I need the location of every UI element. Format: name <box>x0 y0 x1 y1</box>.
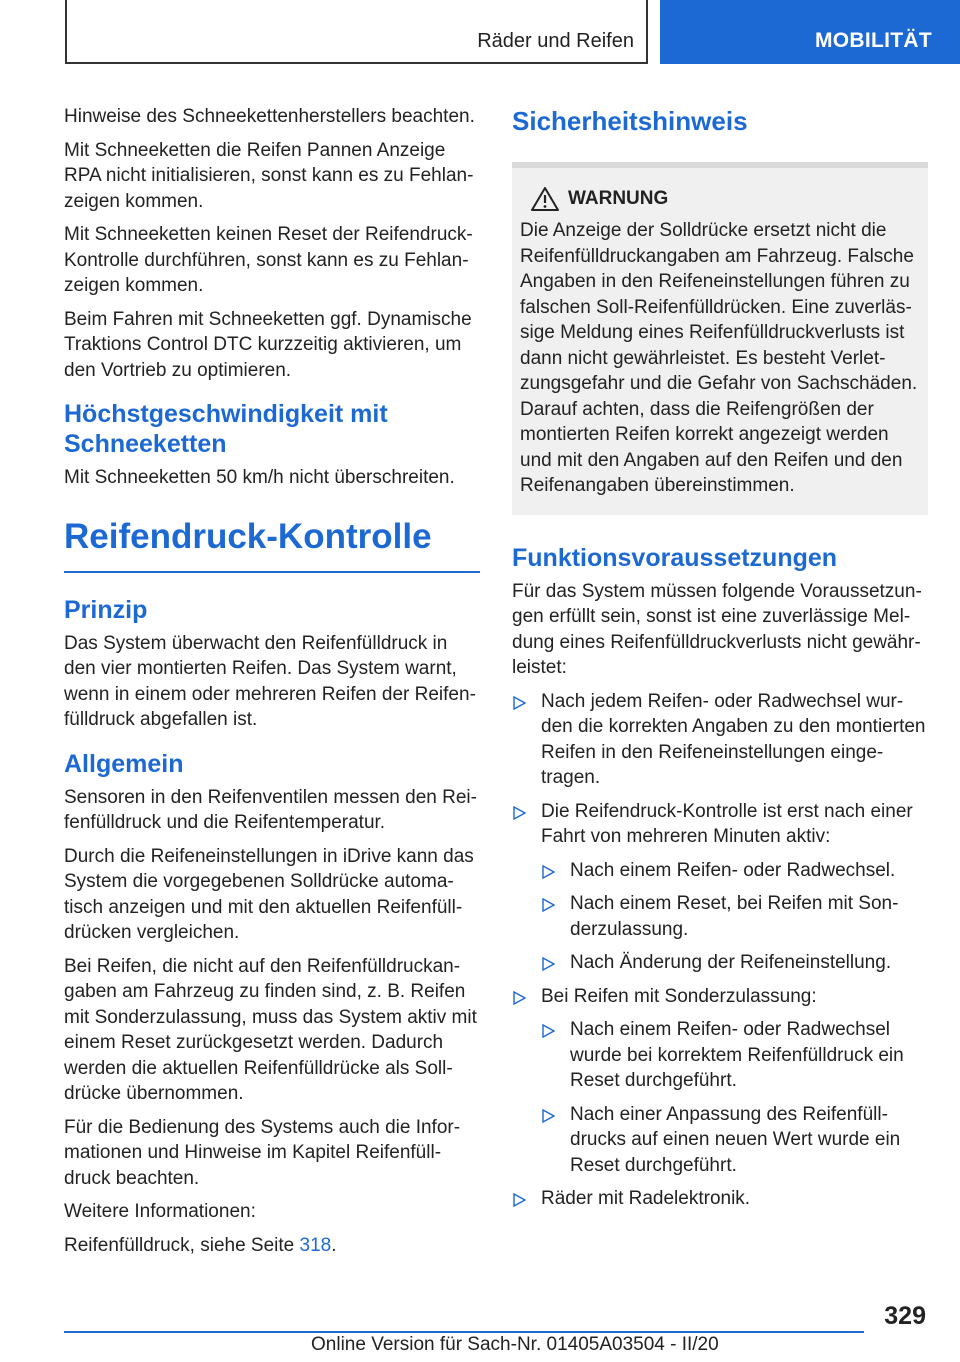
footer-divider <box>64 1331 864 1333</box>
func-heading: Funktionsvoraussetzungen <box>512 543 838 572</box>
page-link[interactable]: 318 <box>299 1234 332 1256</box>
principle-text: Das System überwacht den Reifenfülldruck in den vier montierten Reifen. Das System warnt, wenn in einem oder mehreren Reifen der Reifenfülldruck abgefallen ist. <box>64 632 476 730</box>
func-intro: Für das System müssen folgende Voraussetzungen erfüllt sein, sonst ist eine zuverlässige Meldung eines Reifenfülldruckverlusts nicht gewährleistet: <box>512 580 922 678</box>
triangle-bullet-icon <box>541 957 555 971</box>
header-box <box>65 0 648 64</box>
sub-list-item <box>541 1017 928 1094</box>
principle-heading: Prinzip <box>64 595 148 624</box>
triangle-bullet-icon <box>541 1024 555 1038</box>
paragraph: Für die Bedienung des Systems auch die Informationen und Hinweise im Kapitel Reifenfülldruck beachten. <box>64 1116 461 1189</box>
sub-list-item <box>541 950 928 976</box>
triangle-bullet-icon <box>541 1109 555 1123</box>
warning-text: Die Anzeige der Solldrücke ersetzt nicht die Reifenfülldruckangaben am Fahrzeug. Falsche Angaben in den Reifeneinstellungen führen zu falschen Soll-Reifenfülldrücken. Eine zuverlässige Meldung eines Reifenfülldruckverlusts ist dann nicht gewährleistet. Es besteht Verletzungsgefahr und die Gefahr von Sachschäden. Darauf achten, dass die Reifengrößen der montierten Reifen korrekt angezeigt werden und mit den Angaben auf den Reifen und den Reifenangaben übereinstimmen. <box>520 220 918 496</box>
paragraph: Bei Reifen, die nicht auf den Reifenfülldruckangaben am Fahrzeug zu finden sind, z. B. Reifen mit Sonderzulassung, muss das System aktiv mit einem Reset zurückgesetzt werden. Dadurch werden die aktuellen Reifenfülldrücke als Solldrücke übernommen. <box>64 955 477 1104</box>
sub-list-item-text: Nach einem Reifen- oder Radwechsel wurde bei korrektem Reifenfülldruck ein Reset durchgeführt. <box>570 1019 904 1091</box>
chapter-title: Reifendruck-Kontrolle <box>64 515 480 573</box>
sub-list <box>541 858 928 976</box>
triangle-bullet-icon <box>512 1193 526 1207</box>
paragraph: Sensoren in den Reifenventilen messen den Reifenfülldruck und die Reifentemperatur. <box>64 786 477 833</box>
list-item-text: Nach jedem Reifen- oder Radwechsel wurden die korrekten Angaben zu den montierten Reifen in den Reifeneinstellungen eingetragen. <box>541 690 926 788</box>
paragraph: Durch die Reifeneinstellungen in iDrive kann das System die vorgegebenen Solldrücke automatisch anzeigen und mit den aktuellen Reifenfülldrücken vergleichen. <box>64 845 474 943</box>
warning-triangle-icon <box>530 186 560 212</box>
requirements-list <box>512 689 928 1212</box>
list-item <box>512 1186 928 1212</box>
sub-list <box>541 1017 928 1178</box>
triangle-bullet-icon <box>541 865 555 879</box>
left-column <box>64 104 480 1266</box>
triangle-bullet-icon <box>512 696 526 710</box>
page-number: 329 <box>884 1302 926 1330</box>
section-title: Räder und Reifen <box>477 30 634 52</box>
safety-heading: Sicherheitshinweis <box>512 106 748 136</box>
reference-text: Reifenfülldruck, siehe Seite <box>64 1234 295 1256</box>
chapter-tab-label: MOBILITÄT <box>815 29 933 52</box>
sub-list-item <box>541 891 928 942</box>
paragraph: Hinweise des Schneekettenherstellers beachten. <box>64 106 475 127</box>
warning-box <box>512 162 928 515</box>
sub-list-item <box>541 858 928 884</box>
warning-header <box>520 186 922 212</box>
paragraph: Mit Schneeketten die Reifen Pannen Anzeige RPA nicht initialisieren, sonst kann es zu Fehlanzeigen kommen. <box>64 139 474 212</box>
paragraph: Mit Schneeketten keinen Reset der Reifendruck-Kontrolle durchführen, sonst kann es zu Fehlanzeigen kommen. <box>64 224 473 296</box>
reference-end: . <box>331 1234 337 1256</box>
sub-list-item-text: Nach einem Reifen- oder Radwechsel. <box>570 859 896 881</box>
speed-heading: Höchstgeschwindigkeit mit Schneeketten <box>64 400 388 458</box>
speed-text: Mit Schneeketten 50 km/h nicht überschreiten. <box>64 467 455 488</box>
triangle-bullet-icon <box>512 806 526 820</box>
triangle-bullet-icon <box>541 898 555 912</box>
paragraph: Weitere Informationen: <box>64 1201 256 1222</box>
sub-list-item-text: Nach einer Anpassung des Reifenfülldrucks auf einen neuen Wert wurde ein Reset durchgeführt. <box>570 1103 901 1176</box>
list-item <box>512 689 928 791</box>
list-item <box>512 984 928 1179</box>
paragraph: Beim Fahren mit Schneeketten ggf. Dynamische Traktions Control DTC kurzzeitig aktivieren, um den Vortrieb zu optimieren. <box>64 308 472 381</box>
sub-list-item-text: Nach Änderung der Reifeneinstellung. <box>570 952 892 973</box>
list-item-text: Räder mit Radelektronik. <box>541 1188 751 1209</box>
sub-list-item <box>541 1102 928 1179</box>
reference-line <box>64 1233 480 1259</box>
general-heading: Allgemein <box>64 749 184 778</box>
list-item-text: Die Reifendruck-Kontrolle ist erst nach einer Fahrt von mehreren Minuten aktiv: <box>541 800 913 847</box>
list-item <box>512 799 928 976</box>
right-column <box>512 106 928 1220</box>
warning-label: WARNUNG <box>568 188 669 209</box>
sub-list-item-text: Nach einem Reset, bei Reifen mit Sonderzulassung. <box>570 893 899 940</box>
triangle-bullet-icon <box>512 991 526 1005</box>
online-version-text: Online Version für Sach-Nr. 01405A03504 - II/20 <box>311 1334 719 1355</box>
chapter-tab <box>660 0 960 64</box>
list-item-text: Bei Reifen mit Sonderzulassung: <box>541 985 817 1007</box>
